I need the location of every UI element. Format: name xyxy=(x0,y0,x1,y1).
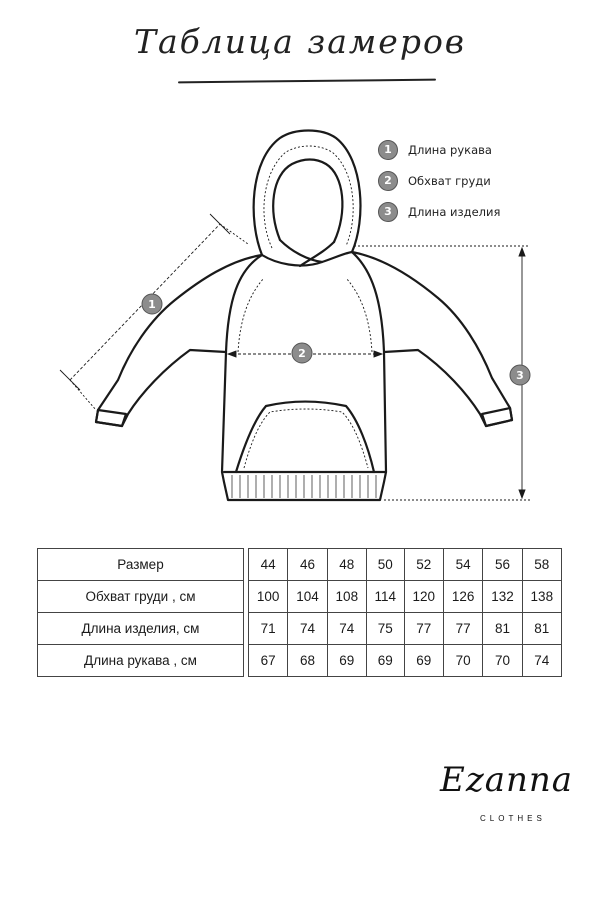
row-label: Длина изделия, см xyxy=(38,613,244,645)
table-cell: 114 xyxy=(366,581,404,613)
right-sleeve xyxy=(352,252,512,426)
left-cuff xyxy=(96,410,126,426)
table-cell: 100 xyxy=(249,581,288,613)
size-table xyxy=(37,548,562,677)
table-cell: 56 xyxy=(483,549,522,581)
table-cell: 77 xyxy=(404,613,443,645)
sleeve-marker-label: 1 xyxy=(148,298,156,311)
table-cell: 48 xyxy=(327,549,366,581)
table-cell: 81 xyxy=(522,613,561,645)
hood-outline xyxy=(254,131,361,256)
table-row-length xyxy=(38,613,562,645)
logo-subtitle: CLOTHES xyxy=(480,814,546,823)
table-cell: 126 xyxy=(443,581,482,613)
table-cell: 74 xyxy=(522,645,561,677)
legend-item-sleeve xyxy=(378,134,578,165)
table-cell: 69 xyxy=(404,645,443,677)
right-cuff xyxy=(482,408,512,426)
brand-logo xyxy=(420,760,580,830)
table-cell: 70 xyxy=(443,645,482,677)
kangaroo-pocket xyxy=(236,402,374,473)
row-label: Обхват груди , см xyxy=(38,581,244,613)
logo-wordmark: Ezanna xyxy=(440,760,574,800)
table-row-size xyxy=(38,549,562,581)
table-cell: 77 xyxy=(443,613,482,645)
body-outline xyxy=(222,252,386,500)
table-cell: 44 xyxy=(249,549,288,581)
hood-opening xyxy=(273,160,342,243)
legend-label: Длина изделия xyxy=(408,204,501,219)
table-cell: 50 xyxy=(366,549,404,581)
table-cell: 67 xyxy=(249,645,288,677)
legend-number: 3 xyxy=(378,202,398,222)
table-row-sleeve xyxy=(38,645,562,677)
table-cell: 70 xyxy=(483,645,522,677)
legend-label: Длина рукава xyxy=(408,142,492,157)
row-label: Длина рукава , см xyxy=(38,645,244,677)
row-label: Размер xyxy=(38,549,244,581)
table-cell: 132 xyxy=(483,581,522,613)
table-cell: 46 xyxy=(288,549,327,581)
table-cell: 104 xyxy=(288,581,327,613)
table-cell: 74 xyxy=(327,613,366,645)
table-cell: 58 xyxy=(522,549,561,581)
legend-number: 2 xyxy=(378,171,398,191)
table-cell: 68 xyxy=(288,645,327,677)
table-cell: 52 xyxy=(404,549,443,581)
table-row-chest xyxy=(38,581,562,613)
table-cell: 81 xyxy=(483,613,522,645)
table-cell: 108 xyxy=(327,581,366,613)
measurement-legend xyxy=(378,134,578,227)
table-cell: 54 xyxy=(443,549,482,581)
length-measure xyxy=(354,246,530,500)
page-title: Таблица замеров xyxy=(133,22,467,61)
table-cell: 138 xyxy=(522,581,561,613)
left-sleeve xyxy=(96,255,262,426)
table-cell: 69 xyxy=(366,645,404,677)
chest-marker-label: 2 xyxy=(298,347,306,360)
length-marker-label: 3 xyxy=(516,369,524,382)
legend-number: 1 xyxy=(378,140,398,160)
table-cell: 69 xyxy=(327,645,366,677)
table-cell: 120 xyxy=(404,581,443,613)
legend-item-chest xyxy=(378,165,578,196)
table-cell: 71 xyxy=(249,613,288,645)
title-underline xyxy=(178,79,436,84)
table-cell: 74 xyxy=(288,613,327,645)
legend-label: Обхват груди xyxy=(408,173,491,188)
table-cell: 75 xyxy=(366,613,404,645)
legend-item-length xyxy=(378,196,578,227)
